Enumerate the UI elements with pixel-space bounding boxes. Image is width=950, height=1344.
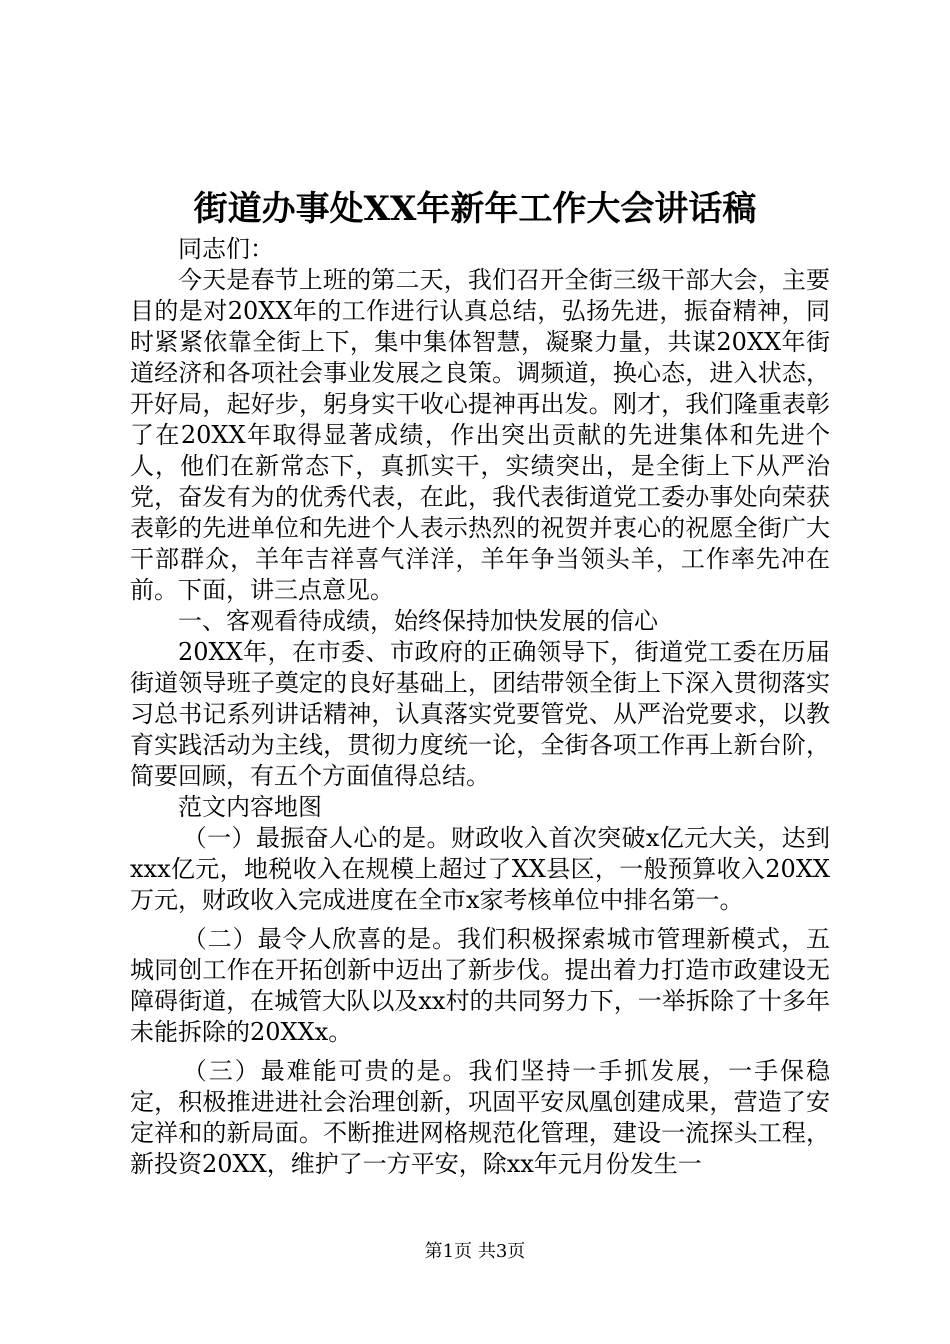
document-title: 街道办事处XX年新年工作大会讲话稿 xyxy=(193,189,757,229)
paragraph-point-1: （一）最振奋人心的是。财政收入首次突破x亿元大关，达到xxx亿元，地税收入在规模上超过了XX县区，一般预算收入20XX万元，财政收入完成进度在全市x家考核单位中排名第一。 xyxy=(130,824,830,914)
paragraph-point-2: （二）最令人欣喜的是。我们积极探索城市管理新模式，五城同创工作在开拓创新中迈出了新步伐。提出着力打造市政建设无障碍街道，在城管大队以及xx村的共同努力下，一举拆除了十多年未能拆除的20XXx。 xyxy=(130,925,830,1046)
paragraph-intro: 今天是春节上班的第二天，我们召开全街三级干部大会，主要目的是对20XX年的工作进行认真总结，弘扬先进，振奋精神，同时紧紧依靠全街上下，集中集体智慧，凝聚力量，共谋20XX年街道经济和各项社会事业发展之良策。调频道，换心态，进入状态，开好局，起好步，躬身实干收心提神再出发。刚才，我们隆重表彰了在20XX年取得显著成绩，作出突出贡献的先进集体和先进个人，他们在新常态下，真抓实干，实绩突出，是全街上下从严治党，奋发有为的优秀代表，在此，我代表街道党工委办事处向荣获表彰的先进单位和先进个人表示热烈的祝贺并衷心的祝愿全街广大干部群众，羊年吉祥喜气洋洋，羊年争当领头羊，工作率先冲在前。下面，讲三点意见。 xyxy=(130,266,830,604)
content-map-label: 范文内容地图 xyxy=(178,793,322,821)
paragraph-point-3: （三）最难能可贵的是。我们坚持一手抓发展，一手保稳定，积极推进进社会治理创新，巩固平安凤凰创建成果，营造了安定祥和的新局面。不断推进网格规范化管理，建设一流探头工程，新投资20XX，维护了一方平安，除xx年元月份发生一 xyxy=(130,1057,830,1178)
salutation: 同志们： xyxy=(178,235,274,263)
paragraph-review: 20XX年，在市委、市政府的正确领导下，街道党工委在历届街道领导班子奠定的良好基础上，团结带领全街上下深入贯彻落实习总书记系列讲话精神，认真落实党要管党、从严治党要求，以教育实践活动为主线，贯彻力度统一论，全街各项工作再上新台阶，简要回顾，有五个方面值得总结。 xyxy=(130,638,830,790)
page-number: 第1页 共3页 xyxy=(424,1241,526,1262)
document-body xyxy=(130,234,830,1180)
section-heading: 一、客观看待成绩，始终保持加快发展的信心 xyxy=(178,607,658,635)
